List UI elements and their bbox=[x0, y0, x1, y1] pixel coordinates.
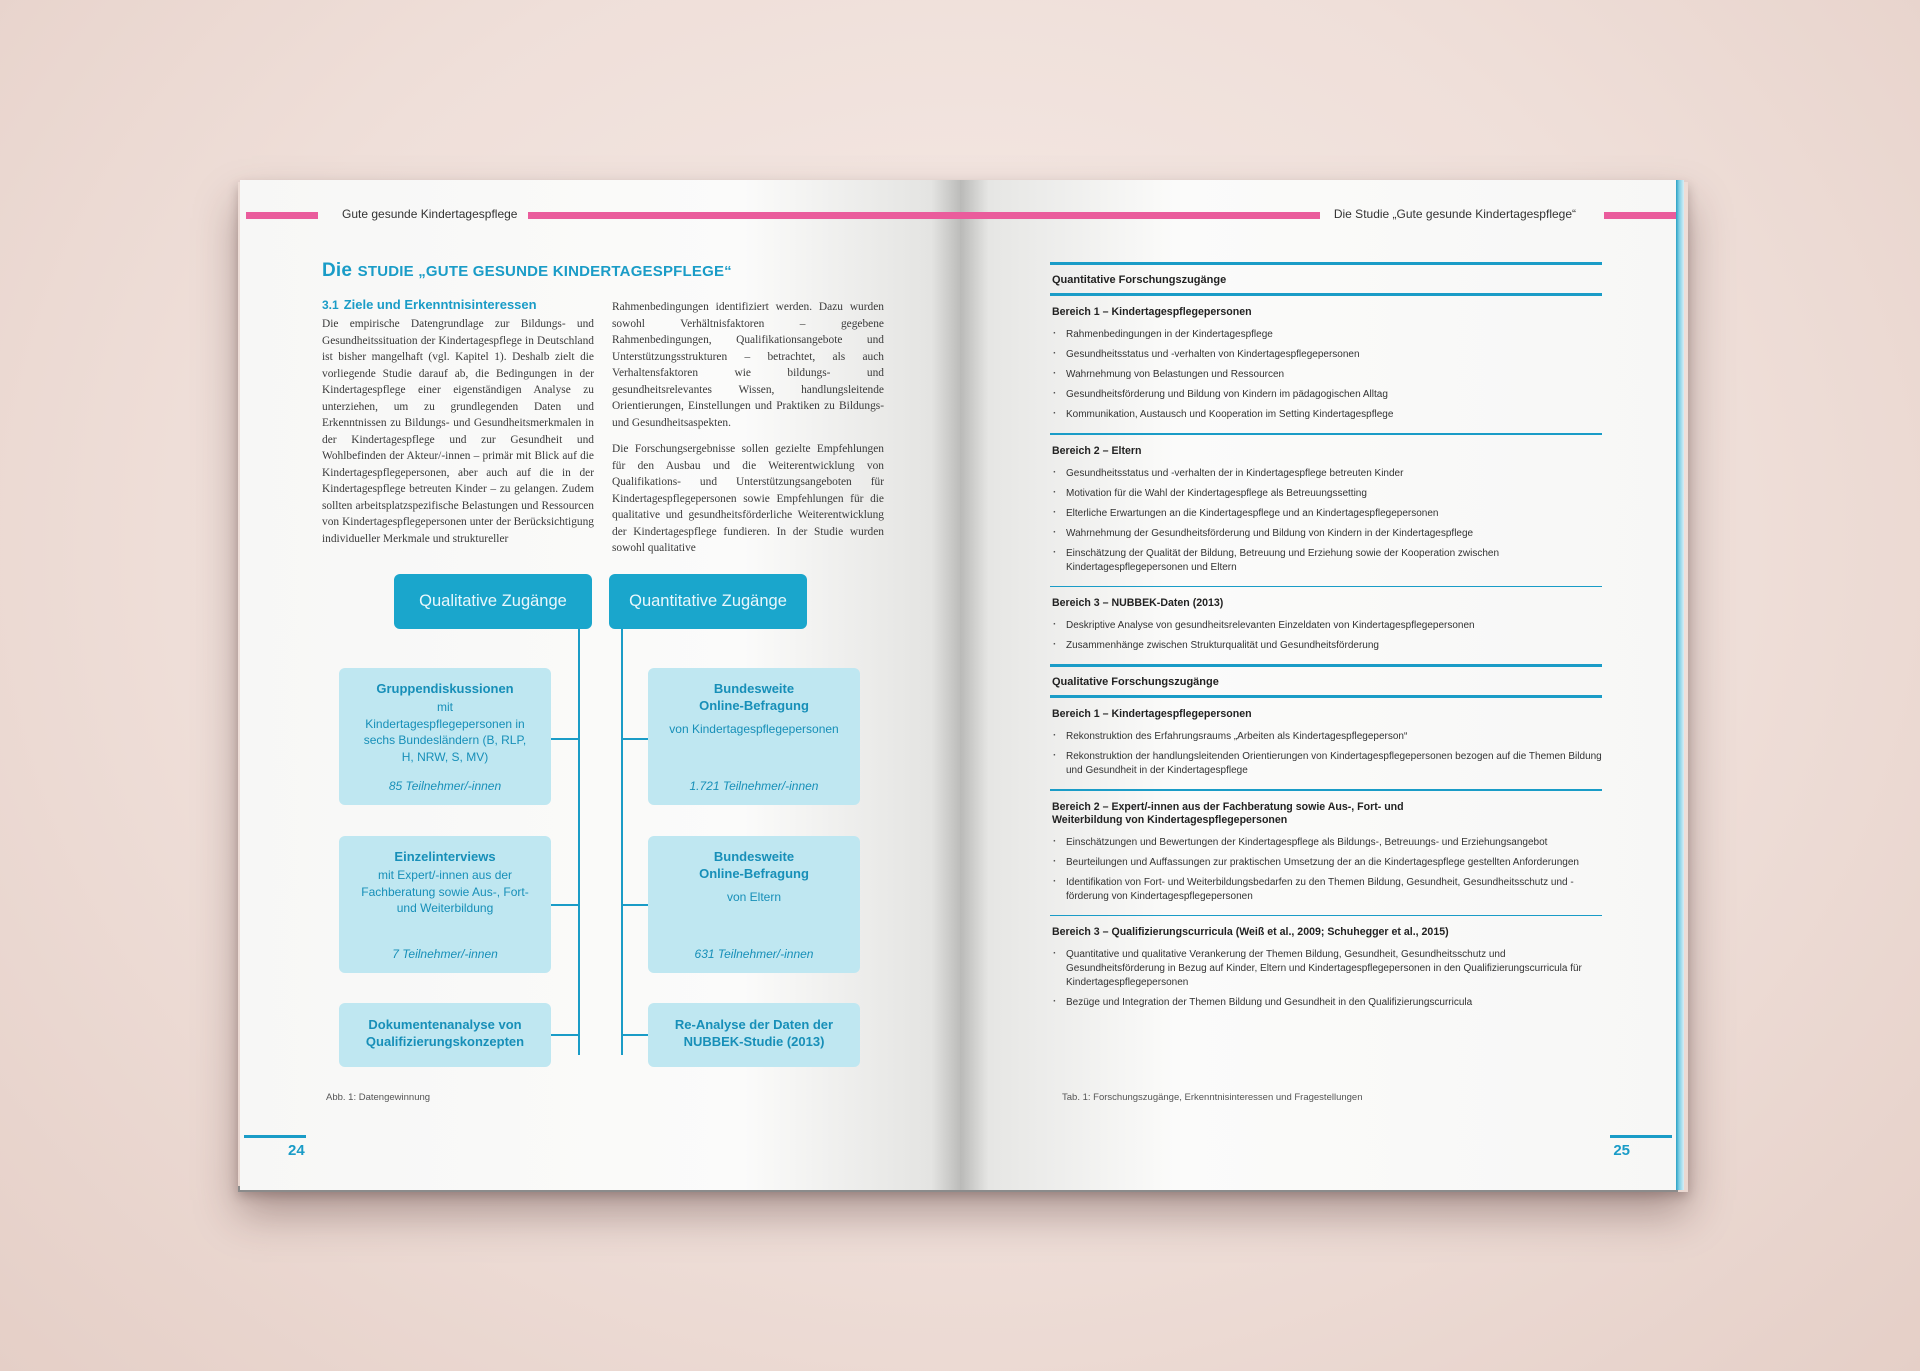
online-survey-parents-box bbox=[648, 836, 860, 973]
page-number-right: 25 bbox=[1613, 1142, 1630, 1159]
left-page bbox=[240, 180, 960, 1190]
qualitative-header: Qualitative Forschungszugänge bbox=[1052, 676, 1219, 688]
paragraph: Die empirische Datengrundlage zur Bildungs- und Gesundheitssituation der Kindertagespflege in Deutschland ist bisher mangelhaft (vgl. Kapitel 1). Deshalb zielt die vorliegende Studie darauf ab, die Bedingungen in der Kindertagespflege einer eigenständigen Analyse zu unterziehen, um zu grundlegenden Daten und Erkenntnissen zu Bildungs- und Gesundheitsmerkmalen in der Kindertagespflege und zur Gesundheit und Wohlbefinden der Akteur/-innen – primär mit Blick auf die Kindertagespflegepersonen, aber auch auf die in der Kindertagespflege betreuten Kinder – zu gelangen. Zudem sollten arbeitsplatzspezifische Belastungen und Ressourcen von Kindertagespflegepersonen unter der Berücksichtigung individueller Merkmale und struktureller bbox=[322, 318, 594, 545]
page-number-left: 24 bbox=[288, 1142, 305, 1159]
list-item: · Elterliche Erwartungen an die Kindertagespflege und an Kindertagespflegepersonen bbox=[1050, 504, 1602, 524]
box-title: Re-Analyse der Daten der NUBBEK-Studie (2013) bbox=[674, 1017, 834, 1049]
list-item: · Motivation für die Wahl der Kindertagespflege als Betreuungssetting bbox=[1050, 484, 1602, 504]
online-survey-caregivers-box bbox=[648, 668, 860, 805]
box-description: mit Expert/-innen aus der Fachberatung sowie Aus-, Fort- und Weiterbildung bbox=[361, 868, 529, 915]
running-header-left: Gute gesunde Kindertagespflege bbox=[342, 207, 518, 221]
list-item: · Deskriptive Analyse von gesundheitsrelevanten Einzeldaten von Kindertagespflegepersonen bbox=[1050, 616, 1602, 636]
footer-bar-left bbox=[244, 1135, 306, 1138]
box-count: 1.721 Teilnehmer/-innen bbox=[689, 779, 819, 793]
quantitative-approaches-box: Quantitative Zugänge bbox=[609, 574, 807, 629]
connector-left-h2 bbox=[551, 904, 580, 906]
quant-bereich-2 bbox=[1050, 435, 1602, 586]
bereich-title: Bereich 2 – Eltern bbox=[1052, 444, 1142, 457]
box-description: von Eltern bbox=[726, 890, 782, 904]
box-count: 631 Teilnehmer/-innen bbox=[694, 947, 814, 961]
list-item: · Gesundheitsstatus und -verhalten der in Kindertagespflege betreuten Kinder bbox=[1050, 464, 1602, 484]
bereich-title: Bereich 3 – Qualifizierungscurricula (Weiß et al., 2009; Schuhegger et al., 2015) bbox=[1052, 926, 1449, 938]
qual-bereich-3 bbox=[1050, 916, 1602, 1021]
section-number: 3.1 bbox=[322, 298, 339, 312]
connector-right-h2 bbox=[621, 904, 650, 906]
list-item: · Bezüge und Integration der Themen Bildung und Gesundheit in den Qualifizierungscurricula bbox=[1050, 993, 1602, 1013]
figure-caption: Abb. 1: Datengewinnung bbox=[326, 1092, 431, 1103]
running-header-right: Die Studie „Gute gesunde Kindertagespflege“ bbox=[1333, 207, 1576, 221]
book-page-edges bbox=[1676, 180, 1684, 1190]
document-analysis-box bbox=[339, 1003, 551, 1067]
individual-interviews-box bbox=[339, 836, 551, 973]
connector-left-h1 bbox=[551, 738, 580, 740]
list-item: · Wahrnehmung der Gesundheitsförderung und Bildung von Kindern in der Kindertagespflege bbox=[1050, 524, 1602, 544]
box-title: Dokumentenanalyse von Qualifizierungskonzepten bbox=[365, 1017, 525, 1049]
bereich-title: Bereich 3 – NUBBEK-Daten (2013) bbox=[1052, 597, 1224, 609]
list-item: · Identifikation von Fort- und Weiterbildungsbedarfen zu den Themen Bildung, Gesundheit, Gesundheitsschutz und -förderung von Kindertagespflegepersonen bbox=[1050, 873, 1602, 907]
box-title: Bundesweite Online-Befragung bbox=[699, 681, 809, 713]
chapter-title-smallcaps: STUDIE „GUTE GESUNDE KINDERTAGESPFLEGE“ bbox=[357, 263, 732, 280]
list-item: · Einschätzung der Qualität der Bildung, Betreuung und Erziehung sowie der Kooperation zwischen Kindertagespflegepersonen und Eltern bbox=[1050, 544, 1602, 578]
bereich-title: Bereich 1 – Kindertagespflegepersonen bbox=[1052, 306, 1252, 318]
list-item: · Rekonstruktion der handlungsleitenden Orientierungen von Kindertagespflegepersonen bezogen auf die Themen Bildung und Gesundheit in der Kindertagespflege bbox=[1050, 747, 1602, 781]
right-page bbox=[960, 180, 1676, 1190]
qual-bereich-2 bbox=[1050, 791, 1602, 915]
table-caption: Tab. 1: Forschungszugänge, Erkenntnisinteressen und Fragestellungen bbox=[1062, 1092, 1363, 1103]
list-item: · Gesundheitsförderung und Bildung von Kindern im pädagogischen Alltag bbox=[1050, 385, 1602, 405]
list-item: · Beurteilungen und Auffassungen zur praktischen Umsetzung der an die Kindertagespflege gestellten Anforderungen bbox=[1050, 853, 1602, 873]
box-count: 7 Teilnehmer/-innen bbox=[392, 947, 498, 961]
list-item: · Kommunikation, Austausch und Kooperation im Setting Kindertagespflege bbox=[1050, 405, 1602, 425]
footer-bar-right bbox=[1610, 1135, 1672, 1138]
quant-bereich-3 bbox=[1050, 587, 1602, 664]
connector-right-vertical bbox=[621, 629, 623, 1055]
list-item: · Zusammenhänge zwischen Strukturqualität und Gesundheitsförderung bbox=[1050, 636, 1602, 656]
connector-right-h3 bbox=[621, 1034, 650, 1036]
list-item: · Wahrnehmung von Belastungen und Ressourcen bbox=[1050, 365, 1602, 385]
header-bar-right-short bbox=[1604, 212, 1676, 219]
box-description: von Kindertagespflegepersonen bbox=[669, 722, 839, 736]
qualitative-approaches-box: Qualitative Zugänge bbox=[394, 574, 592, 629]
box-description: mit Kindertagespflegepersonen in sechs Bundesländern (B, RLP, H, NRW, S, MV) bbox=[363, 700, 527, 764]
bereich-title: Bereich 2 – Expert/-innen aus der Fachberatung sowie Aus-, Fort- und Weiterbildung von Kindertagespflegepersonen bbox=[1052, 800, 1404, 826]
quantitative-header: Quantitative Forschungszugänge bbox=[1052, 274, 1227, 286]
list-item: · Gesundheitsstatus und -verhalten von Kindertagespflegepersonen bbox=[1050, 345, 1602, 365]
quant-bereich-1 bbox=[1050, 296, 1602, 433]
list-item: · Rekonstruktion des Erfahrungsraums „Arbeiten als Kindertagespflegeperson“ bbox=[1050, 727, 1602, 747]
nubbek-reanalysis-box bbox=[648, 1003, 860, 1067]
paragraph: Rahmenbedingungen identifiziert werden. Dazu wurden sowohl Verhältnisfaktoren – gegebene Rahmenbedingungen, Qualifikationsangebote und Unterstützungsstrukturen – betrachtet, als auch Verhaltensfaktoren wie bildungs- und gesundheitsrelevantes Wissen, handlungsleitende Orientierungen, Einstellungen und Praktiken zu Bildungs- und Gesundheitsaspekten. bbox=[612, 301, 884, 429]
paragraph: Die Forschungsergebnisse sollen gezielte Empfehlungen für den Ausbau und die Weiterentwicklung von Qualifikations- und Unterstützungsangeboten für Kindertagespflegepersonen sowie Empfehlungen für die qualitative und gesundheitsförderliche Weiterentwicklung der Kindertagespflege fundieren. In der Studie wurden sowohl qualitative bbox=[612, 443, 884, 554]
list-item: · Einschätzungen und Bewertungen der Kindertagespflege als Bildungs-, Betreuungs- und Erziehungsangebot bbox=[1050, 833, 1602, 853]
group-discussions-box bbox=[339, 668, 551, 805]
chapter-title-prefix: Die bbox=[322, 260, 358, 281]
list-item: · Quantitative und qualitative Verankerung der Themen Bildung, Gesundheit, Gesundheitsschutz und Gesundheitsförderung in Bezug auf Kinder, Eltern und Kindertagespflegepersonen in den Qualifizierungscurricula für Kindertagespflegepersonen bbox=[1050, 945, 1602, 993]
connector-right-h1 bbox=[621, 738, 650, 740]
connector-left-vertical bbox=[578, 629, 580, 1055]
bereich-title: Bereich 1 – Kindertagespflegepersonen bbox=[1052, 708, 1252, 720]
box-title: Einzelinterviews bbox=[394, 849, 496, 864]
research-table bbox=[1050, 262, 1602, 1021]
section-title: Ziele und Erkenntnisinteressen bbox=[343, 297, 537, 312]
data-collection-diagram bbox=[240, 180, 960, 1190]
qual-bereich-1 bbox=[1050, 698, 1602, 789]
connector-left-h3 bbox=[551, 1034, 580, 1036]
box-count: 85 Teilnehmer/-innen bbox=[388, 779, 502, 793]
header-bar-right-long bbox=[960, 212, 1320, 219]
box-title: Bundesweite Online-Befragung bbox=[699, 849, 809, 881]
box-title: Gruppendiskussionen bbox=[376, 681, 514, 696]
list-item: · Rahmenbedingungen in der Kindertagespflege bbox=[1050, 325, 1602, 345]
